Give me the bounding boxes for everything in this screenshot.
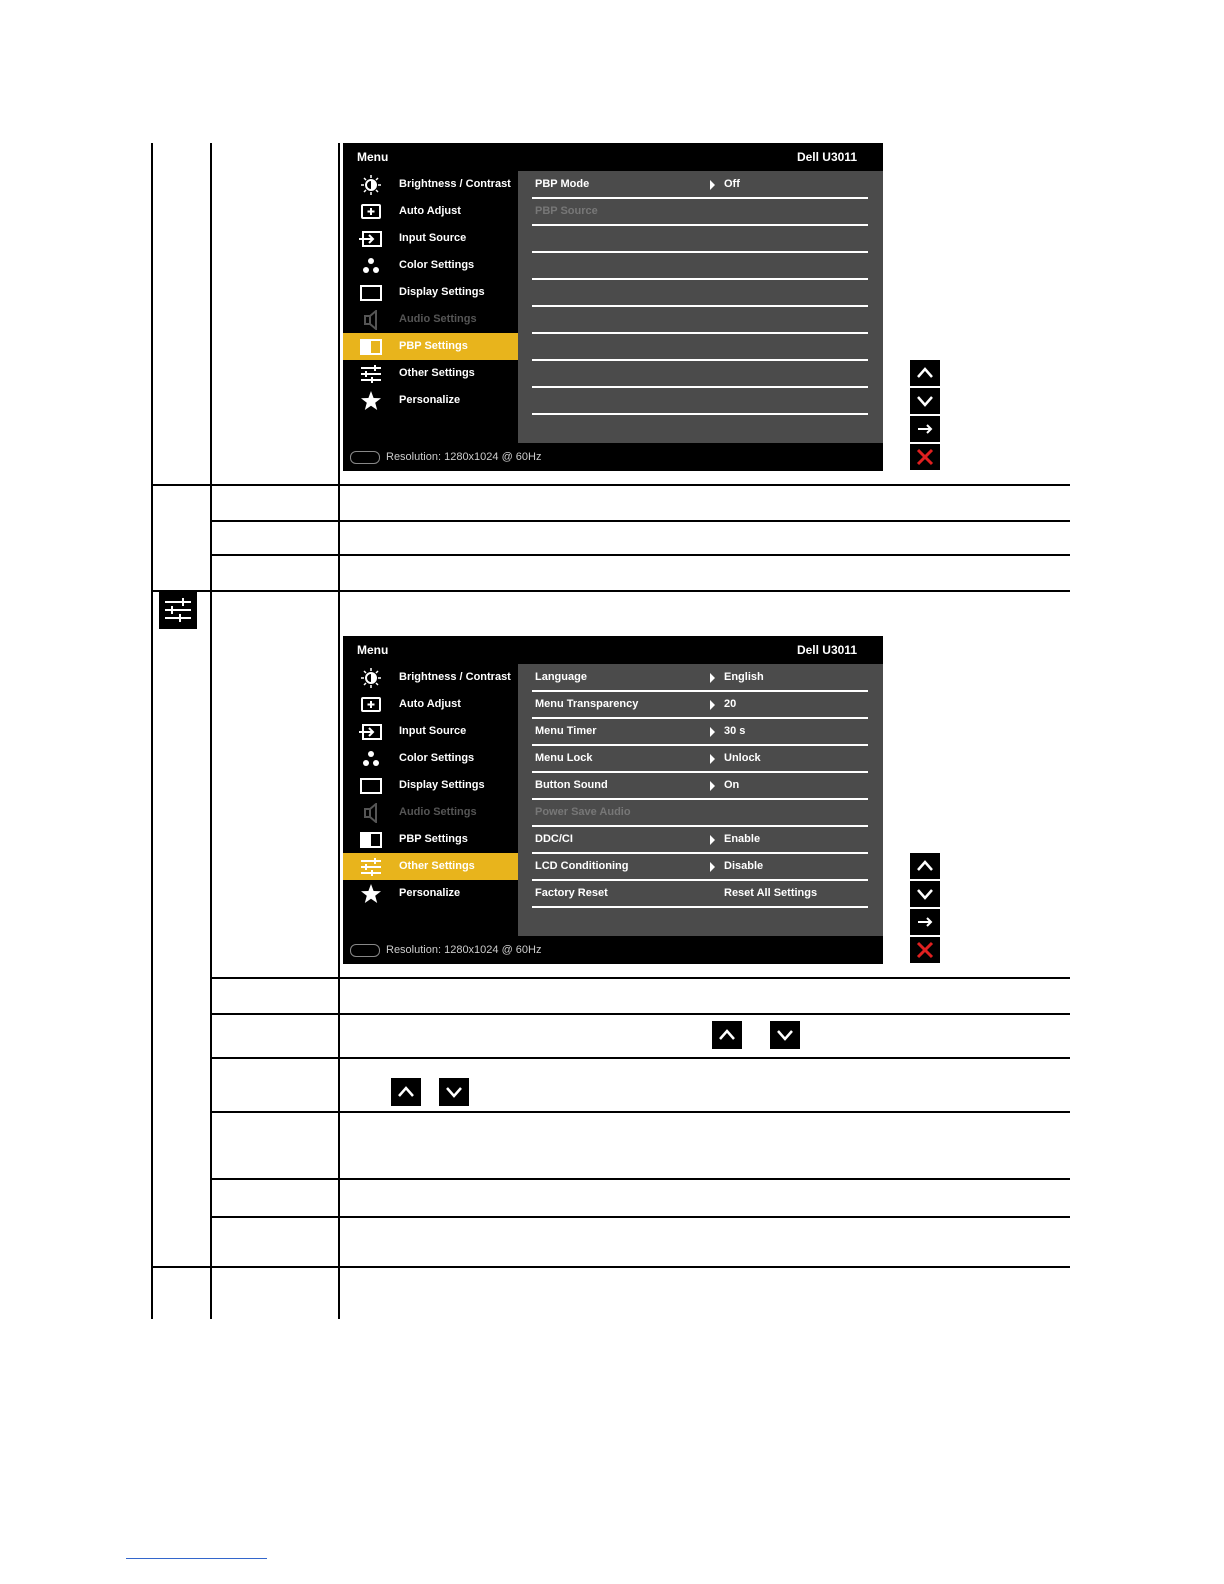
- speaker-icon: [359, 803, 383, 823]
- table-row-divider: [210, 1216, 1070, 1218]
- menu-item-label: Personalize: [399, 887, 461, 899]
- setting-label: Menu Timer: [535, 725, 597, 737]
- menu-item-label: Brightness / Contrast: [399, 671, 511, 683]
- osd-status-bar: [343, 936, 883, 964]
- menu-item-label: Audio Settings: [399, 806, 477, 818]
- footer-link[interactable]: [126, 1558, 267, 1559]
- setting-row: [532, 387, 868, 415]
- color-settings-icon: [359, 749, 383, 769]
- display-settings-icon: [359, 776, 383, 796]
- setting-value: Disable: [724, 860, 764, 872]
- osd-title: Menu: [357, 150, 389, 164]
- osd-menu-other: [343, 636, 883, 964]
- input-source-icon: [359, 229, 383, 249]
- table-row-divider: [210, 1178, 1070, 1180]
- setting-label: Menu Lock: [535, 752, 593, 764]
- menu-item-label: Personalize: [399, 394, 461, 406]
- osd-status-bar: [343, 443, 883, 471]
- setting-row[interactable]: [532, 772, 868, 800]
- menu-item-display-settings[interactable]: [343, 279, 518, 306]
- brightness-icon: [359, 175, 383, 195]
- menu-item-label: Brightness / Contrast: [399, 178, 511, 190]
- menu-item-other-settings[interactable]: [343, 360, 518, 387]
- menu-item-audio-settings[interactable]: [343, 799, 518, 826]
- table-row-divider: [151, 590, 1070, 592]
- up-button[interactable]: [910, 853, 940, 879]
- setting-label: Power Save Audio: [535, 806, 631, 818]
- table-row-divider: [151, 1266, 1070, 1268]
- setting-label: Language: [535, 671, 587, 683]
- triangle-right-icon: [710, 835, 715, 845]
- setting-value: Unlock: [724, 752, 761, 764]
- menu-item-input-source[interactable]: [343, 225, 518, 252]
- setting-row[interactable]: [532, 691, 868, 719]
- connector-icon: [350, 944, 380, 957]
- setting-value: Reset All Settings: [724, 887, 818, 899]
- color-settings-icon: [359, 256, 383, 276]
- menu-item-other-settings[interactable]: [343, 853, 518, 880]
- setting-row: [532, 333, 868, 361]
- star-icon: [359, 391, 383, 411]
- input-source-icon: [359, 722, 383, 742]
- setting-row[interactable]: [532, 171, 868, 199]
- menu-item-pbp-settings[interactable]: [343, 333, 518, 360]
- menu-item-color-settings[interactable]: [343, 745, 518, 772]
- setting-row[interactable]: [532, 664, 868, 692]
- exit-button[interactable]: [910, 444, 940, 470]
- triangle-right-icon: [710, 673, 715, 683]
- setting-row[interactable]: [532, 826, 868, 854]
- menu-item-auto-adjust[interactable]: [343, 198, 518, 225]
- setting-row: [532, 279, 868, 307]
- menu-item-label: Color Settings: [399, 259, 475, 271]
- menu-item-auto-adjust[interactable]: [343, 691, 518, 718]
- menu-item-personalize[interactable]: [343, 880, 518, 907]
- menu-item-pbp-settings[interactable]: [343, 826, 518, 853]
- table-border-left: [151, 143, 153, 1319]
- setting-label: PBP Source: [535, 205, 598, 217]
- setting-row[interactable]: [532, 718, 868, 746]
- menu-item-display-settings[interactable]: [343, 772, 518, 799]
- setting-row[interactable]: [532, 880, 868, 908]
- setting-value: On: [724, 779, 740, 791]
- menu-item-audio-settings[interactable]: [343, 306, 518, 333]
- menu-item-label: Auto Adjust: [399, 698, 461, 710]
- menu-item-label: Input Source: [399, 232, 467, 244]
- setting-value: 20: [724, 698, 737, 710]
- table-row-divider: [151, 484, 1070, 486]
- osd-header: [343, 636, 883, 664]
- setting-row[interactable]: [532, 853, 868, 881]
- menu-item-brightness-contrast[interactable]: [343, 171, 518, 198]
- menu-item-label: Audio Settings: [399, 313, 477, 325]
- setting-label: DDC/CI: [535, 833, 573, 845]
- enter-button[interactable]: [910, 416, 940, 442]
- down-button[interactable]: [910, 881, 940, 907]
- pbp-icon: [359, 830, 383, 850]
- menu-item-label: Other Settings: [399, 860, 475, 872]
- menu-item-label: Color Settings: [399, 752, 475, 764]
- setting-row: [532, 198, 868, 226]
- pbp-icon: [359, 337, 383, 357]
- display-settings-icon: [359, 283, 383, 303]
- setting-label: LCD Conditioning: [535, 860, 629, 872]
- osd-submenu: [518, 664, 883, 936]
- setting-value: English: [724, 671, 764, 683]
- setting-label: PBP Mode: [535, 178, 590, 190]
- star-icon: [359, 884, 383, 904]
- triangle-right-icon: [710, 180, 715, 190]
- triangle-right-icon: [710, 754, 715, 764]
- osd-header: [343, 143, 883, 171]
- up-button[interactable]: [391, 1078, 421, 1106]
- setting-label: Menu Transparency: [535, 698, 639, 710]
- setting-value: Enable: [724, 833, 761, 845]
- menu-item-brightness-contrast[interactable]: [343, 664, 518, 691]
- table-row-divider: [210, 1057, 1070, 1059]
- setting-row: [532, 252, 868, 280]
- menu-item-label: Display Settings: [399, 779, 485, 791]
- menu-item-label: PBP Settings: [399, 833, 468, 845]
- table-border-col2: [338, 143, 340, 1319]
- triangle-right-icon: [710, 727, 715, 737]
- table-row-divider: [210, 520, 1070, 522]
- menu-item-color-settings[interactable]: [343, 252, 518, 279]
- sliders-icon: [359, 364, 383, 384]
- setting-value: 30 s: [724, 725, 746, 737]
- triangle-right-icon: [710, 862, 715, 872]
- speaker-icon: [359, 310, 383, 330]
- table-row-divider: [210, 1013, 1070, 1015]
- down-button[interactable]: [910, 388, 940, 414]
- table-border-col1: [210, 143, 212, 1319]
- osd-model: Dell U3011: [796, 643, 857, 657]
- setting-label: Factory Reset: [535, 887, 608, 899]
- osd-submenu: [518, 171, 883, 443]
- osd-main-menu: [343, 664, 518, 936]
- osd-menu-pbp: [343, 143, 883, 471]
- up-button[interactable]: [910, 360, 940, 386]
- triangle-right-icon: [710, 781, 715, 791]
- triangle-right-icon: [710, 700, 715, 710]
- osd-resolution: Resolution: 1280x1024 @ 60Hz: [386, 451, 542, 463]
- enter-button[interactable]: [910, 909, 940, 935]
- table-row-divider: [210, 1111, 1070, 1113]
- menu-item-label: Auto Adjust: [399, 205, 461, 217]
- setting-row: [532, 306, 868, 334]
- setting-row[interactable]: [532, 745, 868, 773]
- menu-item-personalize[interactable]: [343, 387, 518, 414]
- setting-row: [532, 225, 868, 253]
- exit-button[interactable]: [910, 937, 940, 963]
- menu-item-label: Display Settings: [399, 286, 485, 298]
- table-row-divider: [210, 977, 1070, 979]
- setting-label: Button Sound: [535, 779, 608, 791]
- osd-resolution: Resolution: 1280x1024 @ 60Hz: [386, 944, 542, 956]
- osd-main-menu: [343, 171, 518, 443]
- osd-model: Dell U3011: [796, 150, 857, 164]
- up-button[interactable]: [712, 1021, 742, 1049]
- down-button[interactable]: [770, 1021, 800, 1049]
- setting-row: [532, 799, 868, 827]
- connector-icon: [350, 451, 380, 464]
- auto-adjust-icon: [359, 695, 383, 715]
- other-settings-icon: [159, 591, 197, 629]
- auto-adjust-icon: [359, 202, 383, 222]
- down-button[interactable]: [439, 1078, 469, 1106]
- table-row-divider: [210, 554, 1070, 556]
- osd-title: Menu: [357, 643, 389, 657]
- sliders-icon: [359, 857, 383, 877]
- setting-value: Off: [724, 178, 740, 190]
- menu-item-label: PBP Settings: [399, 340, 468, 352]
- brightness-icon: [359, 668, 383, 688]
- menu-item-label: Other Settings: [399, 367, 475, 379]
- menu-item-label: Input Source: [399, 725, 467, 737]
- setting-row: [532, 360, 868, 388]
- menu-item-input-source[interactable]: [343, 718, 518, 745]
